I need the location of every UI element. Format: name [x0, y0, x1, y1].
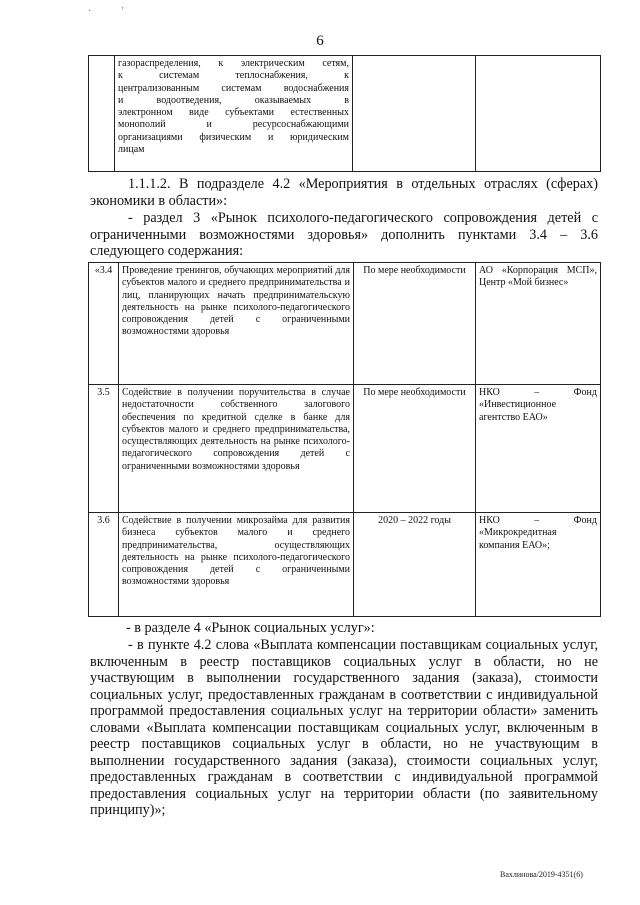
row-term-cell [354, 513, 476, 617]
row-org: АО «Корпорация МСП», Центр «Мой бизнес» [479, 265, 597, 289]
footer-reference: Вахлинова/2019-4351(6) [500, 870, 583, 879]
top-line: лицам [118, 144, 145, 156]
row-number: 3.6 [89, 513, 119, 617]
row-text: Содействие в получении поручительства в случае недостаточности собственного залогового обеспечения по кредитной сделке в банке для субъектов малого и среднего предпринимательства, осуществляющих деятельность на рынке психолого-педагогического сопровождения детей с ограниченными возможностями здоровья [122, 387, 350, 472]
top-line: газораспределения, к электрическим сетям, [118, 58, 349, 69]
row-org-cell [476, 263, 601, 385]
measures-table [88, 262, 601, 617]
row-term: По мере необходимости [363, 265, 466, 276]
row-text: Проведение тренингов, обучающих мероприятий для субъектов малого и среднего предпринимательства и лиц, планирующих начать предпринимательскую деятельность на рынке психолого-педагогического сопровождения детей с ограниченными возможностями здоровья [122, 265, 350, 338]
row-term: 2020 – 2022 годы [378, 515, 451, 526]
top-line: монополий и ресурсоснабжающими [118, 119, 349, 131]
top-table [88, 55, 601, 172]
paragraph-3: - в разделе 4 «Рынок социальных услуг»: [126, 620, 375, 636]
top-line: электронном виде субъектами естественных [118, 107, 349, 119]
row-number: 3.5 [89, 385, 119, 513]
row-org-cell [476, 513, 601, 617]
row-org-cell [476, 385, 601, 513]
row-org: НКО – Фонд «Инвестиционное агентство ЕАО» [479, 387, 597, 423]
scan-marks: · ' [88, 6, 138, 17]
paragraph-4: - в пункте 4.2 слова «Выплата компенсации поставщикам социальных услуг, включенным в реестр поставщиков социальных услуг в области, но не участвующим в выполнении государственного задания (заказа), стоимости социальных услуг, предоставленных гражданам в соответствии с индивидуальной программой предоставления социальных услуг на территории области» заменить словами «Выплата компенсации поставщикам социальных услуг, включенным в реестр поставщиков социальных услуг в области, но не участвующим в выполнении государственного задания (заказа), стоимости социальных услуг, предоставленных гражданам в соответствии с индивидуальной программой предоставления социальных услуг на территории области (по заявительному принципу)»; [90, 637, 598, 818]
top-table-num-cell [89, 56, 115, 172]
top-line: к системам теплоснабжения, к [118, 70, 349, 82]
table-row [89, 513, 601, 617]
top-table-text-cell [115, 56, 353, 172]
top-line: и водоотведения, оказываемых в [118, 94, 349, 106]
row-term: По мере необходимости [363, 387, 466, 398]
page-number: 6 [316, 33, 324, 49]
top-table-org-cell [476, 56, 601, 172]
paragraph-2: - раздел 3 «Рынок психолого-педагогического сопровождения детей с ограниченными возможностями здоровья» дополнить пунктами 3.4 – 3.6 следующего содержания: [90, 210, 598, 259]
row-text-cell [119, 385, 354, 513]
top-line: организациями физическим и юридическим [118, 131, 349, 143]
top-table-term-cell [353, 56, 476, 172]
top-line: централизованным системам водоснабжения [118, 82, 349, 94]
table-row [89, 385, 601, 513]
row-text: Содействие в получении микрозайма для развития бизнеса субъектов малого и среднего предпринимательства, осуществляющих деятельность на рынке психолого-педагогического сопровождения детей с ограниченными возможностями здоровья [122, 515, 350, 588]
row-term-cell [354, 385, 476, 513]
table-row [89, 263, 601, 385]
row-text-cell [119, 263, 354, 385]
paragraph-1: 1.1.1.2. В подразделе 4.2 «Мероприятия в отдельных отраслях (сферах) экономики в области»: [90, 176, 598, 209]
row-number: «3.4 [89, 263, 119, 385]
row-text-cell [119, 513, 354, 617]
row-term-cell [354, 263, 476, 385]
row-org: НКО – Фонд «Микрокредитная компания ЕАО»; [479, 515, 597, 551]
